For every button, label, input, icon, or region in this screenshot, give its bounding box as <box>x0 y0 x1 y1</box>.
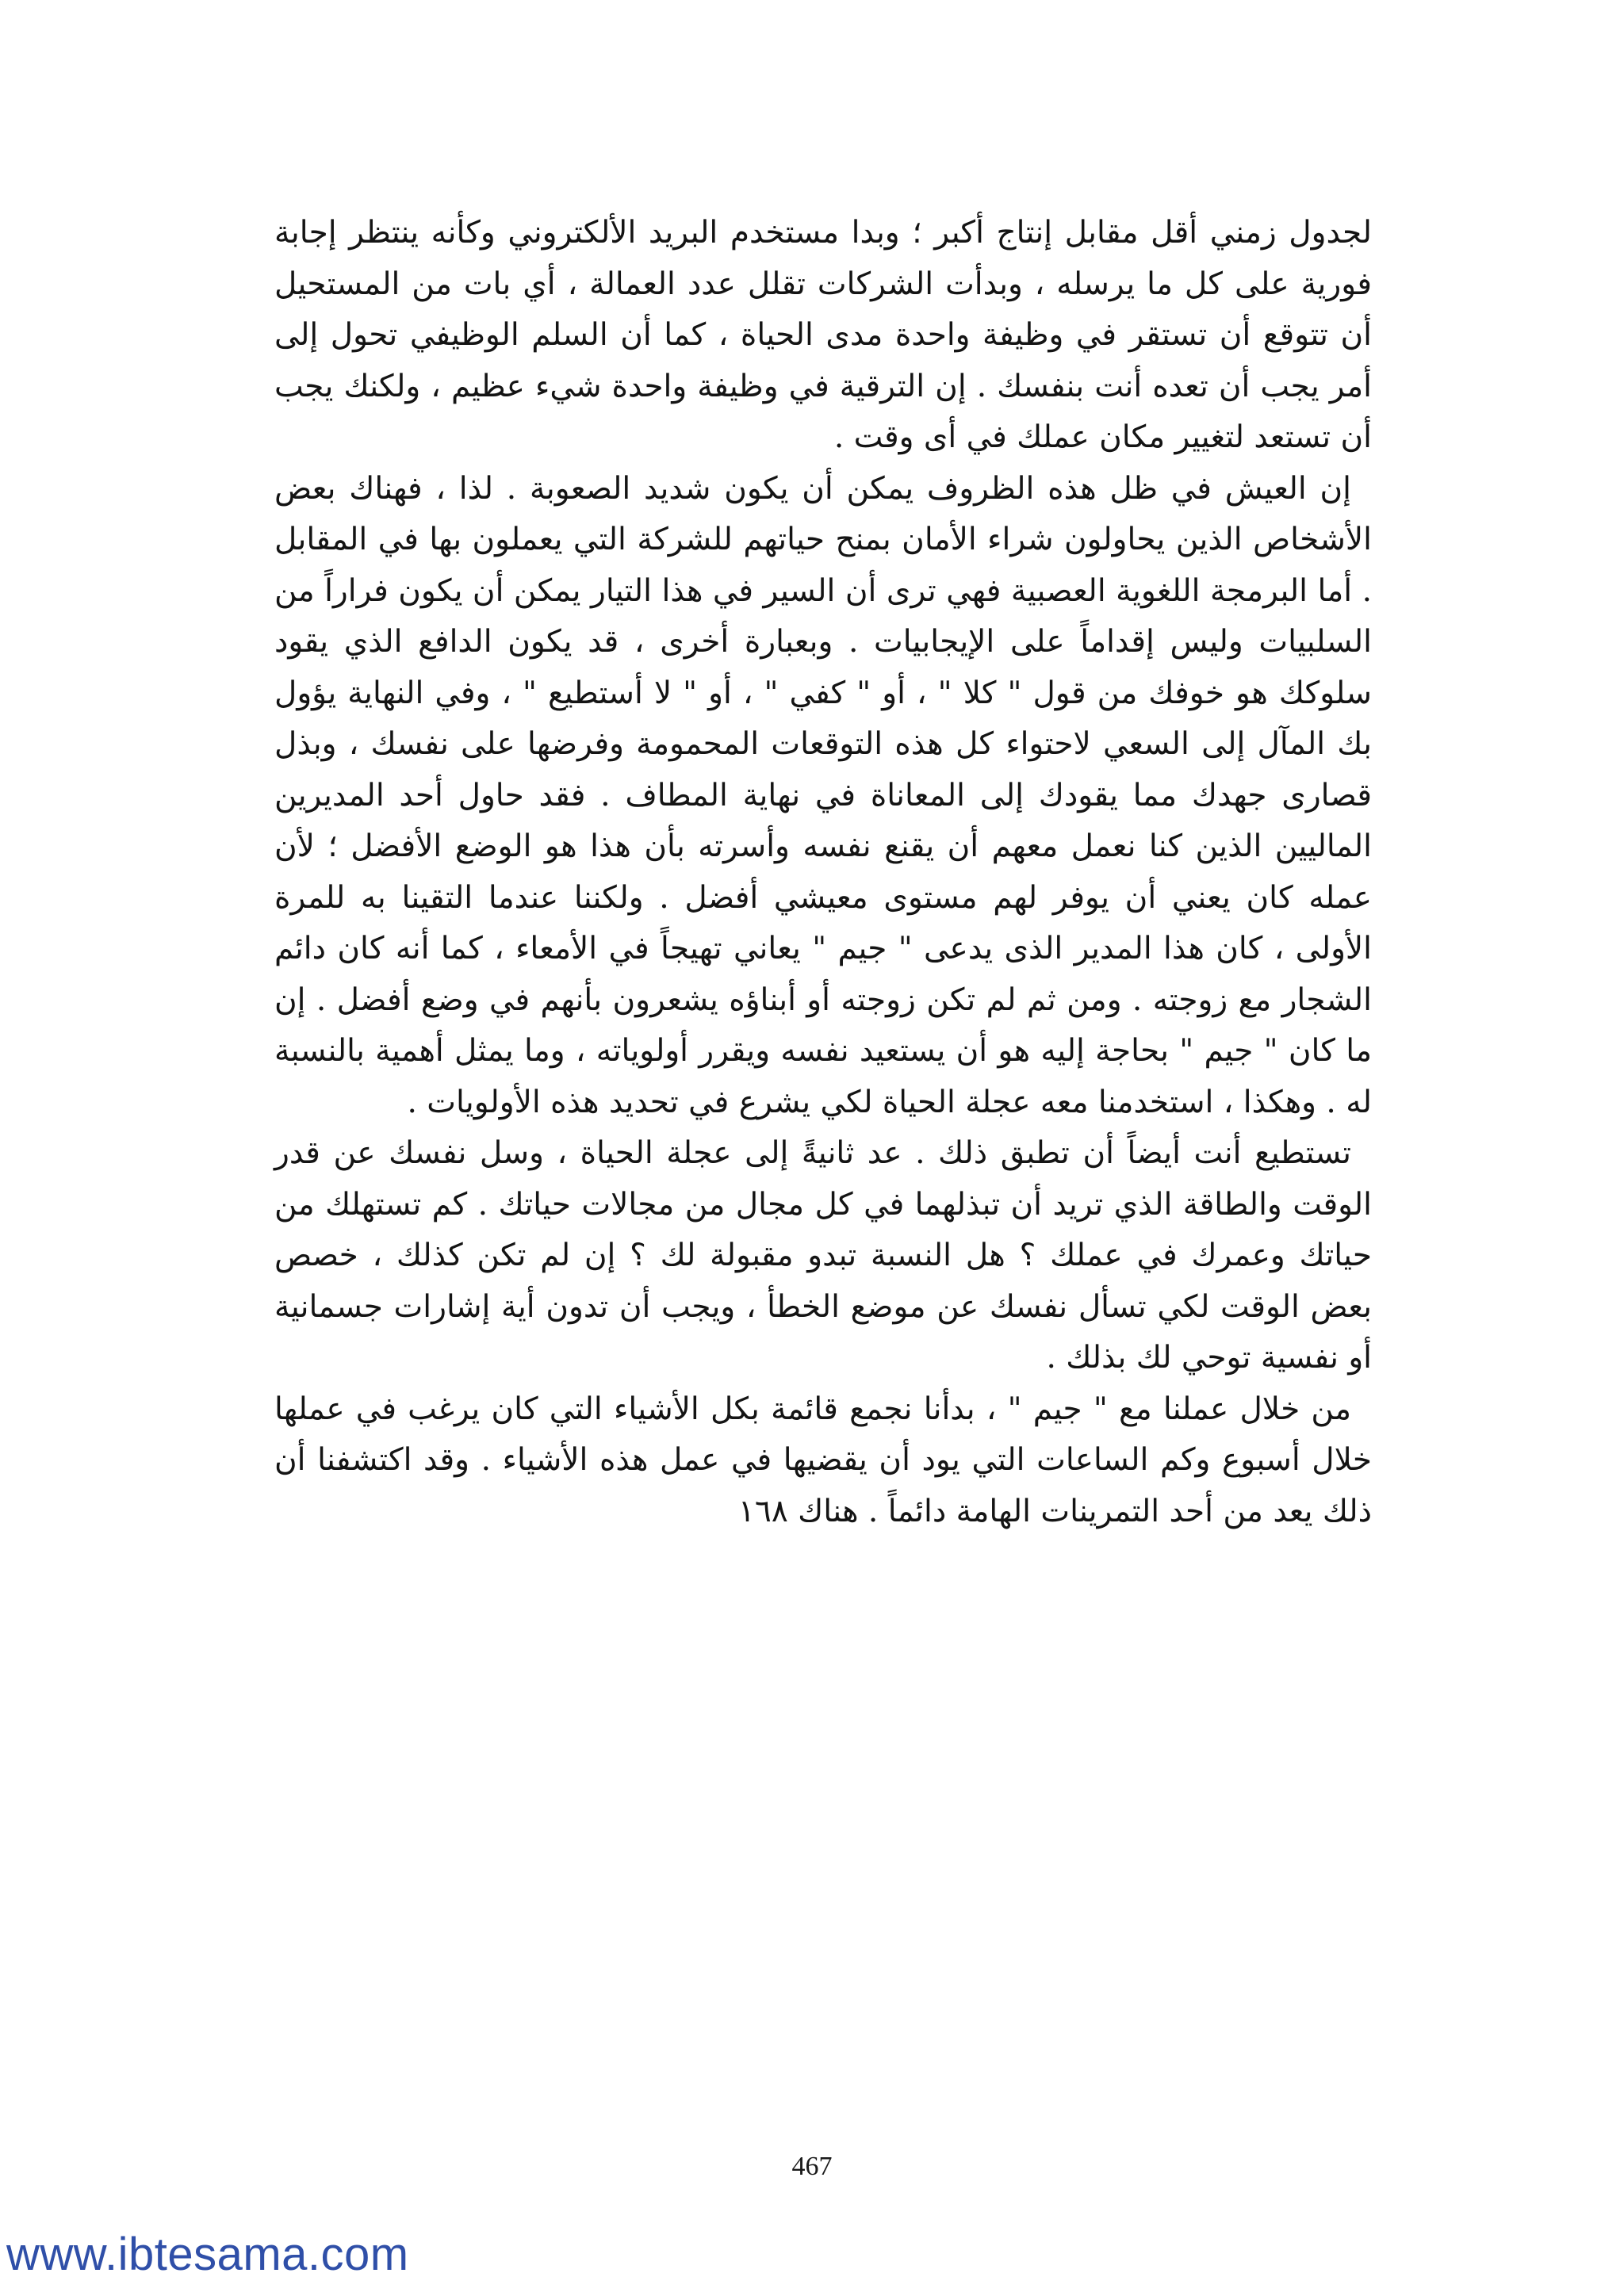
paragraph-2: إن العيش في ظل هذه الظروف يمكن أن يكون شديد الصعوبة . لذا ، فهناك بعض الأشخاص الذين يحاولون شراء الأمان بمنح حياتهم للشركة التي يعملون بها في المقابل . أما البرمجة اللغوية العصبية فهي ترى أن السير في هذا التيار يمكن أن يكون فراراً من السلبيات وليس إقداماً على الإيجابيات . وبعبارة أخرى ، قد يكون الدافع الذي يقود سلوكك هو خوفك من قول " كلا " ، أو " كفي " ، أو " لا أستطيع " ، وفي النهاية يؤول بك المآل إلى السعي لاحتواء كل هذه التوقعات المحمومة وفرضها على نفسك ، وبذل قصارى جهدك مما يقودك إلى المعاناة في نهاية المطاف . فقد حاول أحد المديرين الماليين الذين كنا نعمل معهم أن يقنع نفسه وأسرته بأن هذا هو الوضع الأفضل ؛ لأن عمله كان يعني أن يوفر لهم مستوى معيشي أفضل . ولكننا عندما التقينا به للمرة الأولى ، كان هذا المدير الذى يدعى " جيم " يعاني تهيجاً في الأمعاء ، كما أنه كان دائم الشجار مع زوجته . ومن ثم لم تكن زوجته أو أبناؤه يشعرون بأنهم في وضع أفضل . إن ما كان " جيم " بحاجة إليه هو أن يستعيد نفسه ويقرر أولوياته ، وما يمثل أهمية بالنسبة له . وهكذا ، استخدمنا معه عجلة الحياة لكي يشرع في تحديد هذه الأولويات . <box>274 470 1372 1120</box>
paragraph-1: لجدول زمني أقل مقابل إنتاج أكبر ؛ وبدا مستخدم البريد الألكتروني وكأنه ينتظر إجابة فورية على كل ما يرسله ، وبدأت الشركات تقلل عدد العمالة ، أي بات من المستحيل أن تتوقع أن تستقر في وظيفة واحدة مدى الحياة ، كما أن السلم الوظيفي تحول إلى أمر يجب أن تعده أنت بنفسك . إن الترقية في وظيفة واحدة شيء عظيم ، ولكنك يجب أن تستعد لتغيير مكان عملك في أى وقت . <box>274 215 1373 455</box>
website-watermark: www.ibtesama.com <box>6 2229 409 2280</box>
paragraph-3: تستطيع أنت أيضاً أن تطبق ذلك . عد ثانيةً إلى عجلة الحياة ، وسل نفسك عن قدر الوقت والطاقة الذي تريد أن تبذلهما في كل مجال من مجالات حياتك . كم تستهلك من حياتك وعمرك في عملك ؟ هل النسبة تبدو مقبولة لك ؟ إن لم تكن كذلك ، خصص بعض الوقت لكي تسأل نفسك عن موضع الخطأ ، ويجب أن تدون أية إشارات جسمانية أو نفسية توحي لك بذلك . <box>274 1135 1372 1376</box>
body-text <box>274 208 1372 1537</box>
paragraph-4: من خلال عملنا مع " جيم " ، بدأنا نجمع قائمة بكل الأشياء التي كان يرغب في عملها خلال أسبوع وكم الساعات التي يود أن يقضيها في عمل هذه الأشياء . وقد اكتشفنا أن ذلك يعد من أحد التمرينات الهامة دائماً . هناك ١٦٨ <box>274 1391 1372 1529</box>
page-number: 467 <box>791 2152 833 2181</box>
